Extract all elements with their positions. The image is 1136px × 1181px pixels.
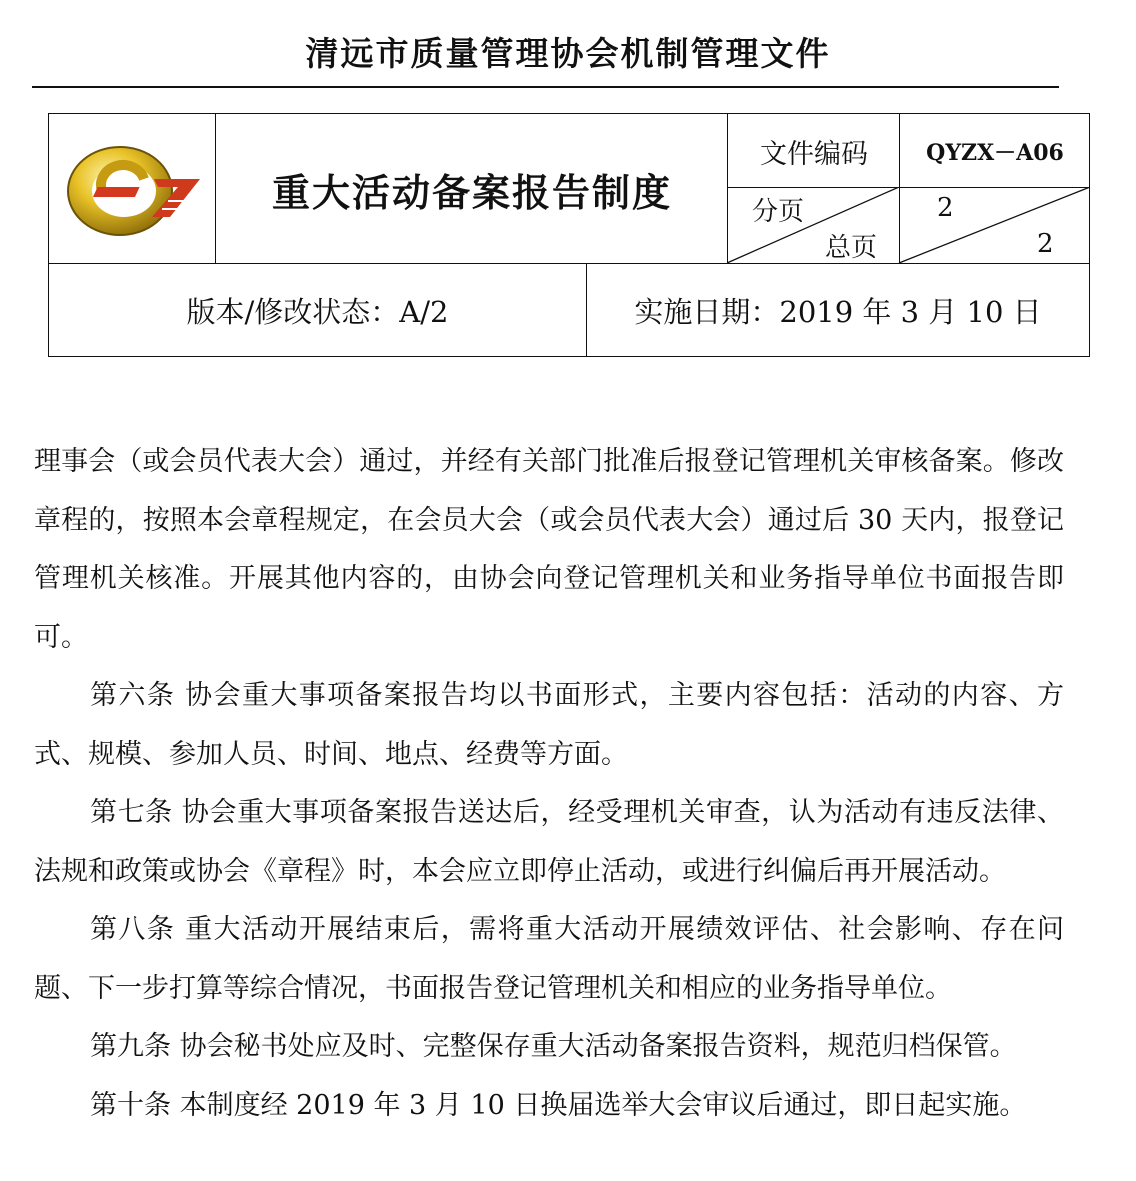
header-divider — [32, 86, 1059, 88]
effective-date: 实施日期：2019 年 3 月 10 日 — [634, 294, 1042, 329]
page-label: 分页 — [752, 197, 805, 227]
article-9: 第九条 协会秘书处应及时、完整保存重大活动备案报告资料，规范归档保管。 — [90, 1031, 1017, 1062]
page-number: 2 — [937, 193, 954, 223]
file-code-value: QYZX－A06 — [926, 139, 1064, 166]
document-header-title: 清远市质量管理协会机制管理文件 — [305, 34, 831, 73]
article-7: 第七条 协会重大事项备案报告送达后，经受理机关审查，认为活动有违反法律、法规和政策或协会《章程》时，本会应立即停止活动，或进行纠偏后再开展活动。 — [34, 797, 1064, 887]
document-body — [34, 433, 1064, 1135]
document-title: 重大活动备案报告制度 — [271, 170, 672, 215]
version-status: 版本/修改状态：A/2 — [186, 294, 449, 329]
article-6: 第六条 协会重大事项备案报告均以书面形式，主要内容包括：活动的内容、方式、规模、参加人员、时间、地点、经费等方面。 — [34, 680, 1064, 770]
article-8: 第八条 重大活动开展结束后，需将重大活动开展绩效评估、社会影响、存在问题、下一步打算等综合情况，书面报告登记管理机关和相应的业务指导单位。 — [34, 914, 1064, 1004]
article-10: 第十条 本制度经 2019 年 3 月 10 日换届选举大会审议后通过，即日起实施。 — [90, 1089, 1027, 1121]
file-code-label: 文件编码 — [760, 138, 868, 170]
total-pages-value: 2 — [1037, 229, 1054, 259]
document-meta-table — [48, 113, 1090, 357]
total-pages-label: 总页 — [825, 233, 878, 263]
association-logo-icon — [49, 114, 216, 264]
body-paragraph: 理事会（或会员代表大会）通过，并经有关部门批准后报登记管理机关审核备案。修改章程的，按照本会章程规定，在会员大会（或会员代表大会）通过后 30 天内，报登记管理机关核准。开展其他内容的，由协会向登记管理机关和业务指导单位书面报告即可。 — [34, 446, 1064, 653]
